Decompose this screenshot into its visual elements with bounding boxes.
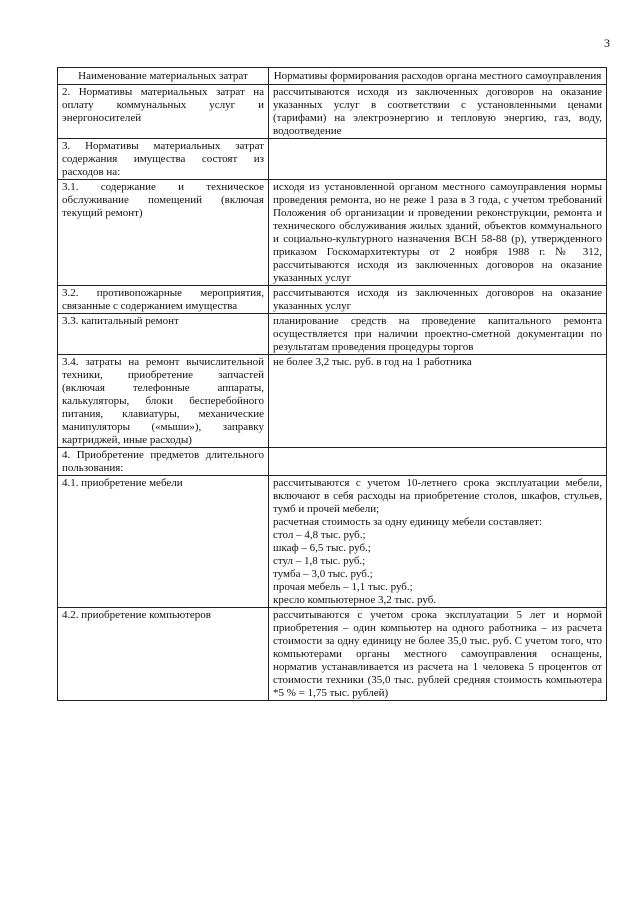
row-name: 3.1. содержание и техническое обслуживание помещений (включая текущий ремонт) — [58, 180, 269, 286]
row-name: 3.2. противопожарные мероприятия, связанные с содержанием имущества — [58, 286, 269, 314]
page-number: 3 — [604, 36, 610, 50]
norms-table — [57, 67, 607, 701]
row-name: 4.1. приобретение мебели — [58, 476, 269, 608]
column-header-norm: Нормативы формирования расходов органа местного самоуправления — [269, 68, 607, 85]
row-name: 4. Приобретение предметов длительного пользования: — [58, 448, 269, 476]
row-norm: не более 3,2 тыс. руб. в год на 1 работника — [269, 355, 607, 448]
table-row — [58, 180, 607, 286]
table-row — [58, 85, 607, 139]
furniture-price-item: шкаф – 6,5 тыс. руб.; — [273, 542, 371, 554]
furniture-price-item: тумба – 3,0 тыс. руб.; — [273, 568, 373, 580]
furniture-note: рассчитываются с учетом 10-летнего срока эксплуатации мебели, включают в себя расходы на приобретение столов, шкафов, стульев, тумб и прочей мебели; — [273, 477, 602, 515]
table-row — [58, 476, 607, 608]
row-norm: планирование средств на проведение капитального ремонта осуществляется при наличии проектно-сметной документации по результатам проведения процедуры торгов — [269, 314, 607, 355]
furniture-note: расчетная стоимость за одну единицу мебели составляет: — [273, 516, 543, 528]
furniture-price-item: стол – 4,8 тыс. руб.; — [273, 529, 366, 541]
row-name: 3. Нормативы материальных затрат содержания имущества состоят из расходов на: — [58, 139, 269, 180]
row-name: 3.3. капитальный ремонт — [58, 314, 269, 355]
table-row — [58, 355, 607, 448]
table-row — [58, 448, 607, 476]
table-row — [58, 608, 607, 701]
furniture-price-item: прочая мебель – 1,1 тыс. руб.; — [273, 581, 413, 593]
row-norm: исходя из установленной органом местного самоуправления нормы проведения ремонта, но не реже 1 раза в 3 года, с учетом требований Положения об организации и проведении реконструкции, ремонта и технического обслуживания жилых зданий, объектов коммунального и социально-культурного назначения ВСН 58-88 (р), утвержденного приказом Госкомархитектуры от 2 ноября 1988 г. № 312, рассчитываются исходя из заключенных договоров на оказание указанных услуг — [269, 180, 607, 286]
row-norm — [269, 476, 607, 608]
row-norm: рассчитываются с учетом срока эксплуатации 5 лет и нормой приобретения – один компьютер на одного работника – из расчета стоимости за одну единицу не более 35,0 тыс. руб. С учетом того, что компьютерами органы местного самоуправления оснащены, норматив устанавливается из расчета на 1 человека 5 процентов от стоимости техники (35,0 тыс. рублей средняя стоимость компьютера *5 % = 1,75 тыс. рублей) — [269, 608, 607, 701]
table-row — [58, 139, 607, 180]
row-name: 4.2. приобретение компьютеров — [58, 608, 269, 701]
table-row — [58, 286, 607, 314]
row-name: 2. Нормативы материальных затрат на оплату коммунальных услуг и энергоносителей — [58, 85, 269, 139]
row-norm — [269, 139, 607, 180]
furniture-price-item: кресло компьютерное 3,2 тыс. руб. — [273, 594, 437, 606]
row-name: 3.4. затраты на ремонт вычислительной техники, приобретение запчастей (включая телефонные аппараты, калькуляторы, блоки бесперебойного питания, клавиатуры, механические манипуляторы («мыши»), заправку картриджей, иные расходы) — [58, 355, 269, 448]
row-norm — [269, 448, 607, 476]
column-header-name: Наименование материальных затрат — [58, 68, 269, 85]
furniture-price-item: стул – 1,8 тыс. руб.; — [273, 555, 366, 567]
row-norm: рассчитываются исходя из заключенных договоров на оказание указанных услуг — [269, 286, 607, 314]
table-row — [58, 314, 607, 355]
row-norm: рассчитываются исходя из заключенных договоров на оказание указанных услуг в соответствии с установленными ценами (тарифами) на электроэнергию и тепловую энергию, газ, воду, водоотведение — [269, 85, 607, 139]
table-header-row — [58, 68, 607, 85]
